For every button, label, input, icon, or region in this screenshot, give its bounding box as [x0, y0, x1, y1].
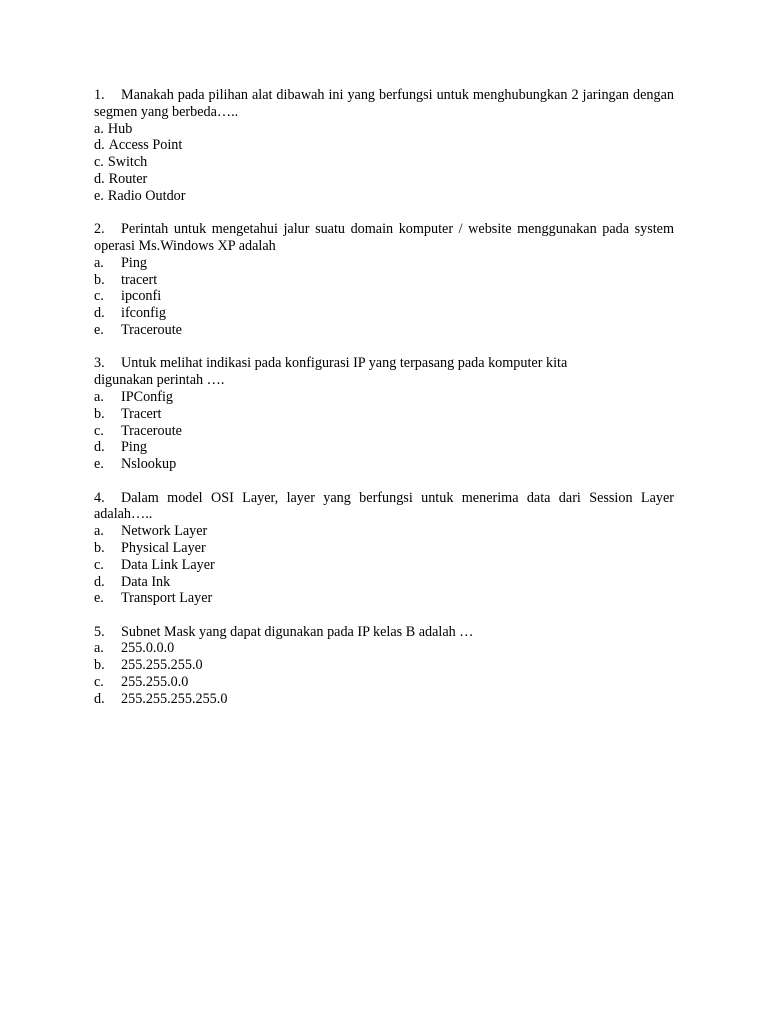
question-stem	[94, 624, 674, 641]
option-letter: c.	[94, 288, 104, 305]
option-text: Physical Layer	[121, 539, 206, 556]
option-item	[94, 691, 674, 708]
option-letter: c.	[94, 556, 104, 573]
question-stem	[94, 87, 674, 121]
option-letter: e.	[94, 590, 104, 607]
option-letter: b.	[94, 271, 105, 288]
option-item	[94, 657, 674, 674]
question-number: 3.	[94, 355, 105, 372]
question-text: Manakah pada pilihan alat dibawah ini yang berfungsi untuk menghubungkan 2 jaringan dengan segmen yang berbeda…..	[94, 87, 674, 120]
option-letter: a.	[94, 640, 104, 657]
option-item	[94, 154, 674, 171]
option-item	[94, 523, 674, 540]
option-text: ifconfig	[121, 305, 166, 322]
option-item	[94, 171, 674, 188]
question-5	[94, 624, 674, 708]
option-letter: e.	[94, 187, 104, 204]
option-letter: d.	[94, 305, 105, 322]
option-item	[94, 288, 674, 305]
option-item	[94, 121, 674, 138]
option-item	[94, 272, 674, 289]
question-text: Perintah untuk mengetahui jalur suatu domain komputer / website menggunakan pada system operasi Ms.Windows XP adalah	[94, 221, 674, 254]
question-stem	[94, 355, 614, 389]
option-text: 255.0.0.0	[121, 640, 175, 657]
option-text: 255.255.255.0	[121, 657, 203, 674]
option-item	[94, 590, 674, 607]
question-number: 2.	[94, 221, 105, 238]
question-number: 5.	[94, 623, 105, 640]
option-text: Ping	[121, 254, 148, 271]
option-item	[94, 188, 674, 205]
option-text: Data Ink	[121, 573, 171, 590]
question-2	[94, 221, 674, 339]
option-item	[94, 305, 674, 322]
option-text: Traceroute	[121, 321, 182, 338]
option-item	[94, 456, 674, 473]
option-text: Ping	[121, 439, 148, 456]
question-text: Dalam model OSI Layer, layer yang berfungsi untuk menerima data dari Session Layer adalah…..	[94, 489, 674, 523]
option-item	[94, 255, 674, 272]
option-list	[94, 389, 674, 473]
document-page	[94, 87, 674, 724]
option-text: Traceroute	[121, 422, 182, 439]
option-item	[94, 557, 674, 574]
option-item	[94, 439, 674, 456]
option-text: Data Link Layer	[121, 556, 215, 573]
option-item	[94, 137, 674, 154]
option-letter: d.	[94, 170, 105, 187]
option-letter: a.	[94, 523, 104, 540]
question-stem	[94, 490, 674, 524]
option-text: 255.255.255.255.0	[121, 690, 228, 707]
option-letter: e.	[94, 321, 104, 338]
option-text: Nslookup	[121, 456, 177, 473]
option-text: tracert	[121, 271, 158, 288]
option-letter: d.	[94, 137, 105, 154]
option-item	[94, 574, 674, 591]
question-3	[94, 355, 674, 473]
option-letter: b.	[94, 539, 105, 556]
option-letter: a.	[94, 254, 104, 271]
option-letter: a.	[94, 388, 104, 405]
option-text: Router	[108, 170, 148, 187]
option-text: Transport Layer	[121, 590, 213, 607]
option-letter: d.	[94, 573, 105, 590]
option-item	[94, 640, 674, 657]
option-text: 255.255.0.0	[121, 674, 189, 691]
option-text: Network Layer	[121, 523, 208, 540]
question-4	[94, 490, 674, 608]
option-item	[94, 406, 674, 423]
option-letter: c.	[94, 422, 104, 439]
option-item	[94, 423, 674, 440]
option-letter: d.	[94, 439, 105, 456]
option-letter: c.	[94, 154, 104, 171]
option-letter: b.	[94, 657, 105, 674]
option-item	[94, 389, 674, 406]
option-list	[94, 255, 674, 339]
option-letter: c.	[94, 674, 104, 691]
question-text: Untuk melihat indikasi pada konfigurasi IP yang terpasang pada komputer kita digunakan perintah ….	[94, 355, 568, 389]
option-text: IPConfig	[121, 388, 174, 405]
option-text: Switch	[107, 154, 148, 171]
option-letter: b.	[94, 405, 105, 422]
question-text: Subnet Mask yang dapat digunakan pada IP kelas B adalah …	[121, 623, 474, 640]
option-list	[94, 121, 674, 205]
option-text: Radio Outdor	[107, 187, 186, 204]
option-list	[94, 640, 674, 707]
option-list	[94, 523, 674, 607]
option-item	[94, 540, 674, 557]
option-item	[94, 674, 674, 691]
option-item	[94, 322, 674, 339]
option-letter: d.	[94, 690, 105, 707]
option-text: Access Point	[108, 137, 183, 154]
option-letter: e.	[94, 456, 104, 473]
option-text: Hub	[107, 120, 133, 137]
option-text: Tracert	[121, 405, 162, 422]
option-text: ipconfi	[121, 288, 162, 305]
option-letter: a.	[94, 120, 104, 137]
question-number: 1.	[94, 87, 105, 103]
question-stem	[94, 221, 674, 255]
question-1	[94, 87, 674, 205]
question-number: 4.	[94, 489, 105, 506]
